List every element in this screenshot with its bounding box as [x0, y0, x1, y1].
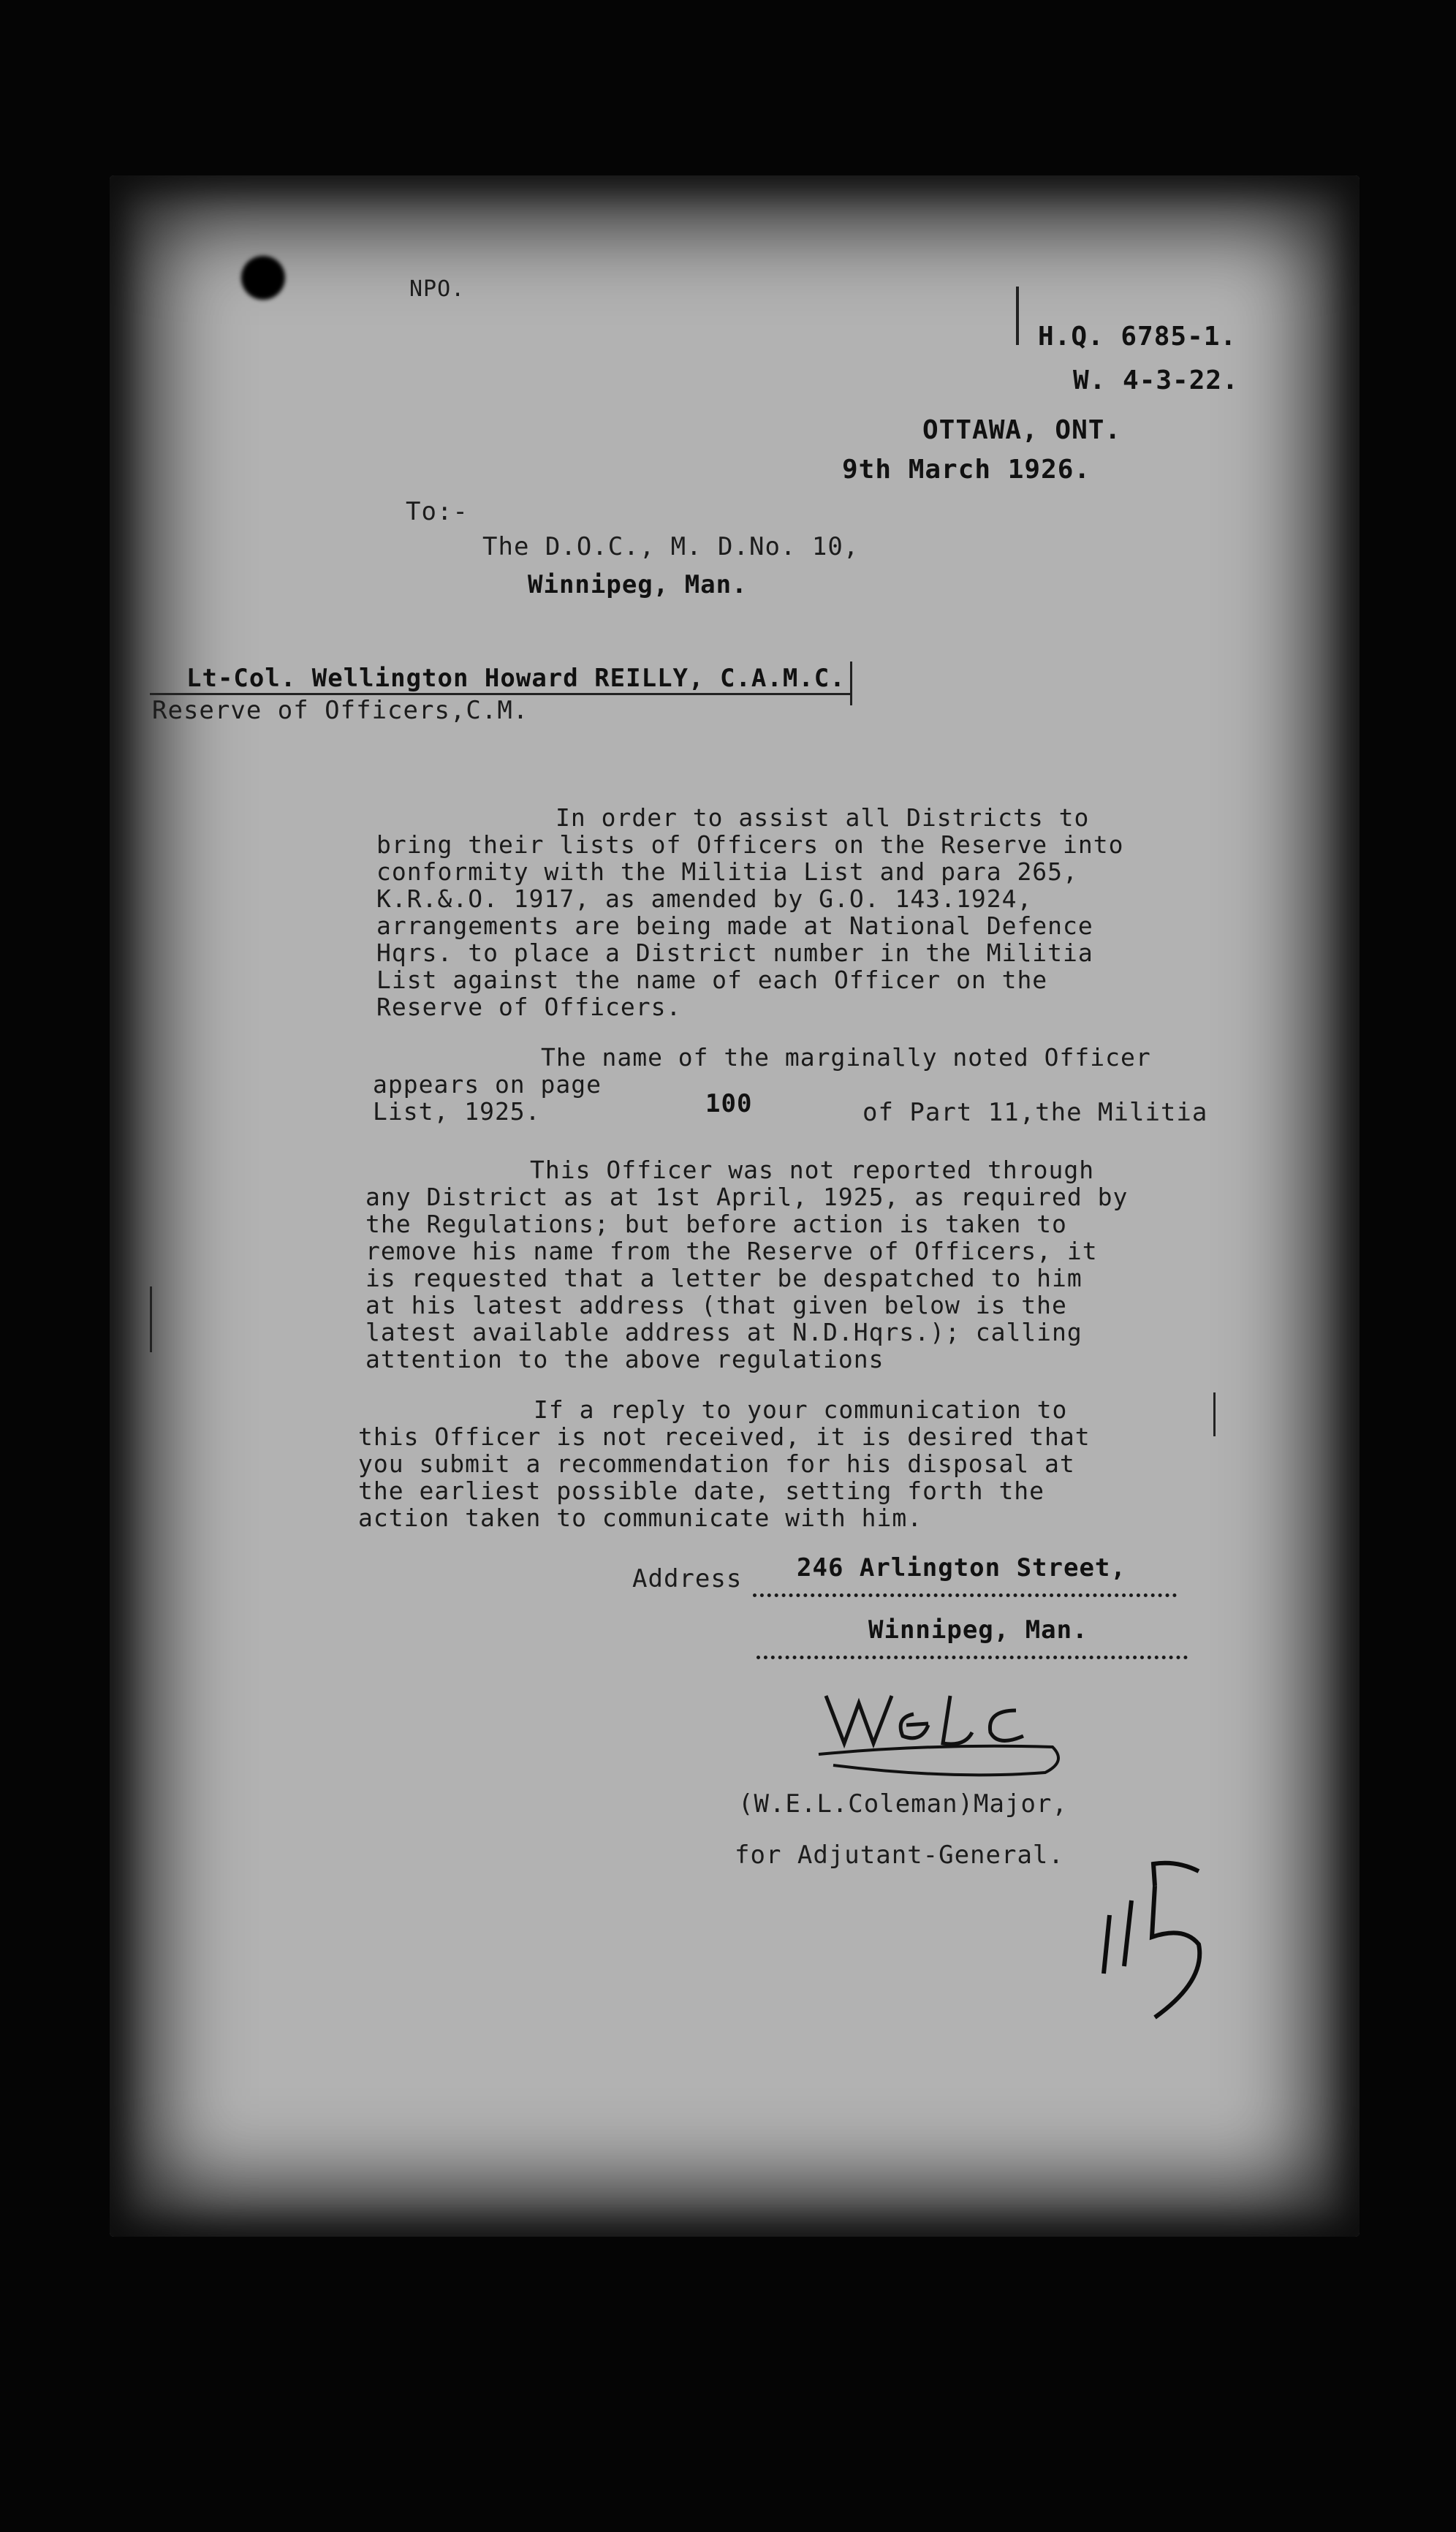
para2-line: appears on page [373, 1070, 602, 1099]
address-dotted-line [757, 1656, 1188, 1659]
para3-line: latest available address at N.D.Hqrs.); calling [365, 1318, 1082, 1346]
para3-line: the Regulations; but before action is taken to [365, 1210, 1067, 1238]
address-dotted-line [753, 1593, 1177, 1597]
para4-line: this Officer is not received, it is desired that [358, 1422, 1091, 1451]
para1-line: bring their lists of Officers on the Reserve into [376, 830, 1124, 859]
margin-rule [1016, 287, 1019, 345]
address-label: Address [632, 1564, 743, 1593]
para1-line: arrangements are being made at National Defence [376, 911, 1093, 940]
reserve-line: Reserve of Officers,C.M. [152, 696, 529, 725]
para1-line: Hqrs. to place a District number in the Militia [376, 939, 1093, 967]
date: 9th March 1926. [842, 455, 1091, 485]
para4-line: the earliest possible date, setting forth the [358, 1477, 1045, 1505]
para3-line: any District as at 1st April, 1925, as required by [365, 1183, 1129, 1211]
para4-line: action taken to communicate with him. [358, 1504, 923, 1532]
para3-line: attention to the above regulations [365, 1345, 884, 1373]
signatory-title: for Adjutant-General. [735, 1841, 1064, 1870]
para1-line: conformity with the Militia List and para 265, [376, 857, 1078, 886]
para2-line: The name of the marginally noted Officer [541, 1043, 1151, 1072]
left-margin-rule [150, 1286, 152, 1352]
to-label: To:- [406, 497, 469, 526]
para3-line: remove his name from the Reserve of Officers, it [365, 1237, 1098, 1265]
signatory-name: (W.E.L.Coleman)Major, [738, 1789, 1068, 1819]
para3-line: This Officer was not reported through [530, 1156, 1095, 1184]
para1-line: In order to assist all Districts to [556, 803, 1090, 832]
subject-underline [150, 693, 852, 695]
paragraph-3 [365, 1156, 1128, 1373]
addressee-line-2: Winnipeg, Man. [528, 570, 748, 599]
folio-number [1096, 1857, 1257, 2025]
paragraph-1 [376, 804, 1124, 1020]
corner-mark: NPO. [409, 276, 466, 302]
address-city: Winnipeg, Man. [868, 1615, 1088, 1645]
page-number: 100 [705, 1089, 753, 1118]
para2-line: List, 1925. [373, 1097, 541, 1126]
para3-line: is requested that a letter be despatched to him [365, 1264, 1082, 1292]
ref-number: W. 4-3-22. [1073, 365, 1239, 395]
para1-line: Reserve of Officers. [376, 993, 682, 1021]
para3-line: at his latest address (that given below is the [365, 1291, 1067, 1319]
place: OTTAWA, ONT. [922, 415, 1122, 445]
addressee-line-1: The D.O.C., M. D.No. 10, [482, 532, 860, 561]
officer-name: Lt-Col. Wellington Howard REILLY, C.A.M.C. [186, 664, 846, 693]
militia-part: of Part 11,the Militia [862, 1098, 1208, 1127]
subject-rule [850, 662, 852, 705]
paragraph-4 [358, 1396, 1091, 1531]
hq-number: H.Q. 6785-1. [1038, 322, 1237, 352]
signature-mark [804, 1674, 1082, 1791]
para4-line: If a reply to your communication to [534, 1395, 1068, 1424]
para1-line: K.R.&.O. 1917, as amended by G.O. 143.1924, [376, 884, 1033, 913]
right-margin-rule [1213, 1392, 1216, 1436]
para4-line: you submit a recommendation for his disposal at [358, 1449, 1075, 1478]
punch-hole [241, 256, 285, 300]
address-street: 246 Arlington Street, [797, 1553, 1126, 1582]
para1-line: List against the name of each Officer on the [376, 966, 1048, 994]
